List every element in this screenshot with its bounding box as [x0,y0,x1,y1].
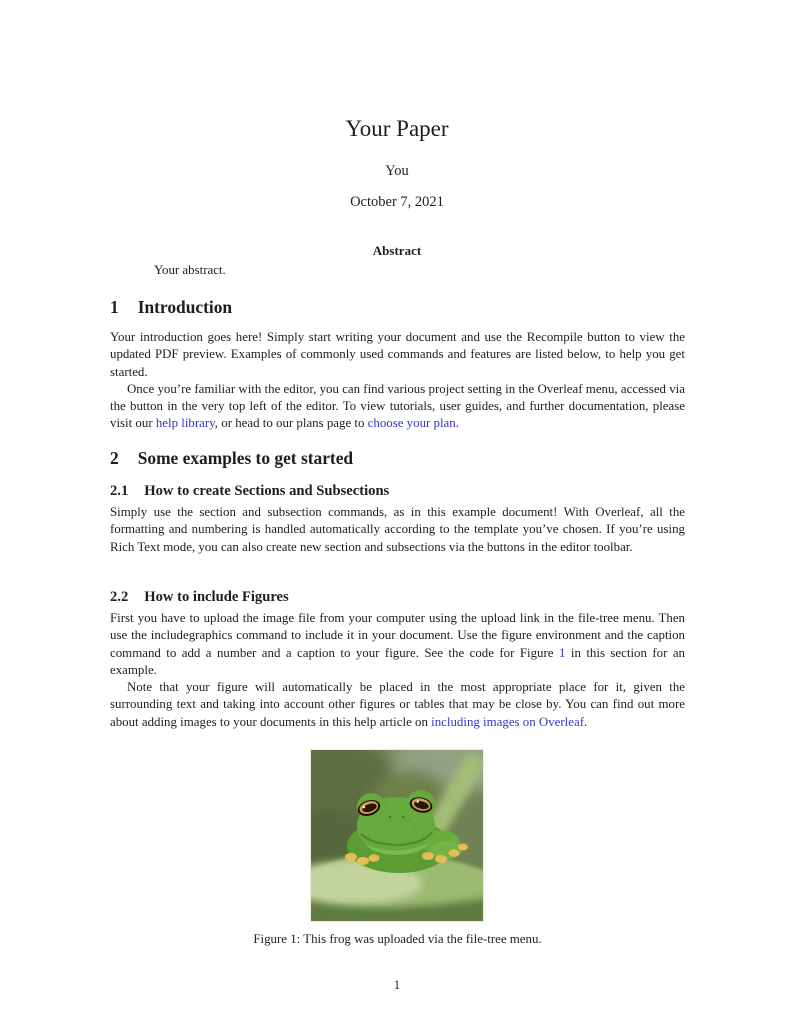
sections-paragraph-1: Simply use the section and subsection commands, as in this example document! With Overleaf, all the formatting and numbering is handled automatically according to the template you’ve chosen. If you’re using Rich Text mode, you can also create new section and subsections via the buttons in the editor toolbar. [110,505,685,554]
inline-link[interactable]: choose your plan [367,416,456,431]
text-run: in this section for an example. [110,645,685,677]
text-run: , or head to our plans page to [214,416,368,431]
subsection-2-1-number: 2.1 [110,483,129,499]
figures-paragraphs [110,610,685,731]
inline-link[interactable]: 1 [558,645,566,660]
figures-paragraph-2 [110,679,685,731]
text-run: Note that your figure will automatically be placed in the most appropriate place for it, given the surrounding text and taking into account other figures or tables that may be close by. You can find out more about adding images to your documents in this help article on [110,680,685,729]
section-2-number: 2 [110,448,119,468]
paper-date: October 7, 2021 [350,194,444,210]
section-1-heading [110,297,685,318]
text-run: Once you’re familiar with the editor, you can find various project setting in the Overleaf menu, accessed via the button in the very top left of the editor. To view tutorials, user guides, and further documentation, please visit our [110,381,685,431]
figure-caption: Figure 1: This frog was uploaded via the file-tree menu. [253,932,542,946]
subsection-2-1-title: How to create Sections and Subsections [144,483,390,499]
inline-link[interactable]: help library [155,416,215,431]
intro-paragraph-2 [110,381,685,433]
subsection-2-2-title: How to include Figures [144,589,289,605]
text-run: . [584,714,588,729]
text-run: . [455,416,459,431]
figures-paragraph-1 [110,610,685,679]
section-1-title: Introduction [137,297,233,317]
frog-photo-illustration [311,750,483,921]
paper-author: You [385,163,409,179]
text-run: First you have to upload the image file from your computer using the upload link in the file-tree menu. Then use the includegraphics command to include it in your document. Use the figure environment and the caption command to add a number and a caption to your figure. See the code for Figure [110,611,685,660]
sections-paragraphs [110,504,685,556]
subsection-2-2-number: 2.2 [110,589,129,605]
abstract-body: Your abstract. [154,263,226,277]
section-1-number: 1 [110,297,119,317]
inline-link[interactable]: including images on Overleaf [431,714,584,729]
intro-paragraphs [110,329,685,433]
section-2-heading [110,448,685,469]
page-number: 1 [393,978,401,992]
subsection-2-2-heading [110,589,685,606]
subsection-2-1-heading [110,483,685,500]
section-2-title: Some examples to get started [137,448,354,468]
intro-paragraph-1: Your introduction goes here! Simply start writing your document and use the Recompile button to view the updated PDF preview. Examples of commonly used commands and features are listed below, to help you get started. [110,330,685,379]
abstract-heading: Abstract [372,243,422,258]
paper-title: Your Paper [345,116,449,141]
frog-photo [311,750,483,921]
